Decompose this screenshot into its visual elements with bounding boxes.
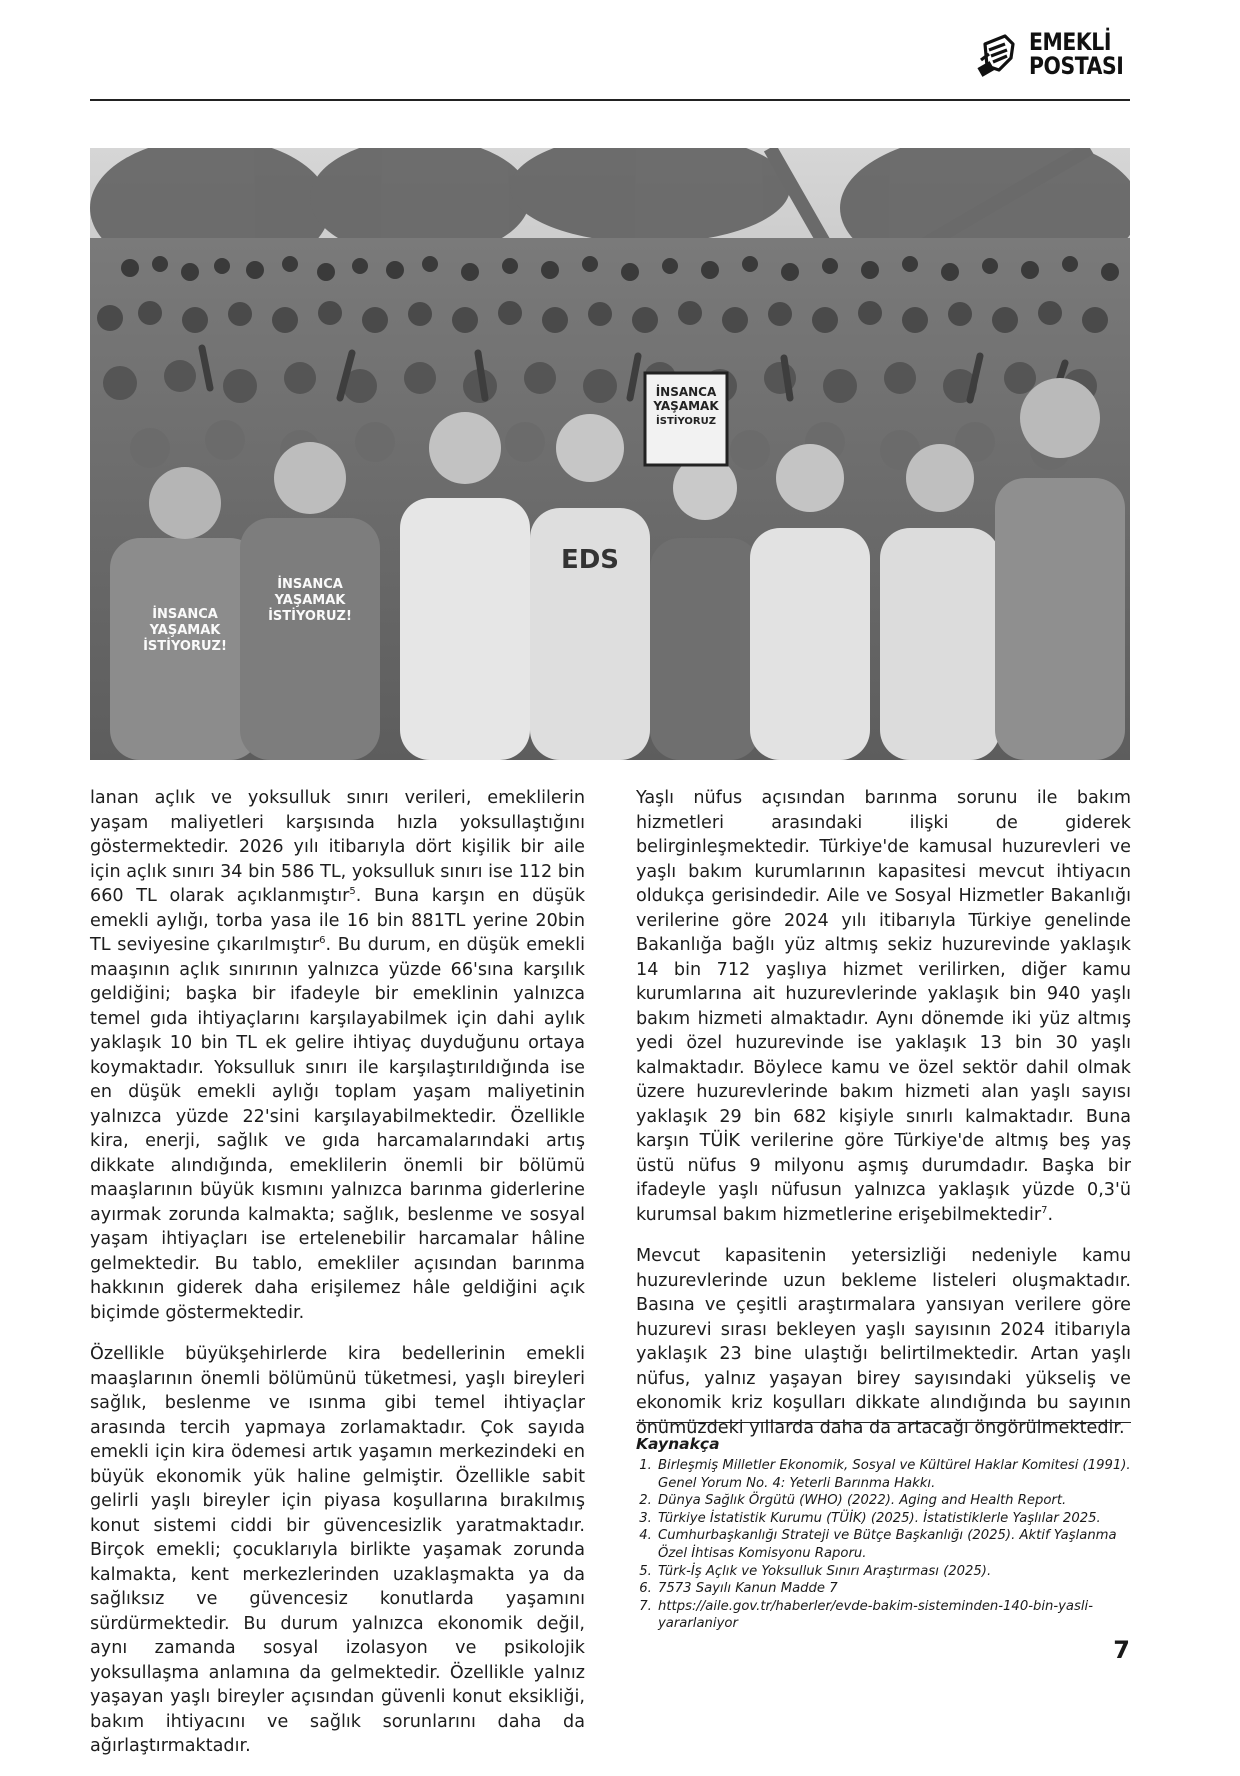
references-list <box>636 1457 1131 1633</box>
reference-item: 2. Dünya Sağlık Örgütü (WHO) (2022). Aging and Health Report. <box>656 1492 1131 1510</box>
left-paragraph-1 <box>90 786 585 1325</box>
vest-text-eds: EDS <box>560 545 620 575</box>
vest-text-left-1: İNSANCA <box>152 607 218 622</box>
reference-item: 1. Birleşmiş Milletler Ekonomik, Sosyal ve Kültürel Haklar Komitesi (1991). <box>656 1457 1131 1475</box>
reference-link[interactable]: 7. https://aile.gov.tr/haberler/evde-bakim-sisteminden-140-bin-yasli-yararlaniyor <box>656 1598 1131 1633</box>
placard-text-1: İNSANCA <box>655 385 717 399</box>
page-number: 7 <box>1113 1636 1130 1664</box>
right-column <box>636 786 1131 1457</box>
footnote-ref-7: 7 <box>1041 1204 1048 1216</box>
vest-text-center-2: YAŞAMAK <box>274 593 346 608</box>
right-p1-text-b: . <box>1047 1204 1054 1225</box>
left-p1-text-b: . Buna karşın en düşük emekli aylığı, torba yasa ile 16 bin 881TL yerine 20bin TL seviyesine çıkarılmıştır <box>90 886 586 955</box>
reference-item: 4. Cumhurbaşkanlığı Strateji ve Bütçe Başkanlığı (2025). Aktif Yaşlanma Özel İhtisas Komisyonu Raporu. <box>656 1527 1131 1562</box>
protest-photo <box>90 148 1130 760</box>
logo-line-2: POSTASI <box>1028 52 1124 80</box>
reference-item: 5. Türk-İş Açlık ve Yoksulluk Sınırı Araştırması (2025). <box>656 1563 1131 1581</box>
reference-item: 3. Türkiye İstatistik Kurumu (TÜİK) (2025). İstatistiklerle Yaşlılar 2025. <box>656 1510 1131 1528</box>
header-rule <box>90 99 1130 101</box>
left-p1-text-c: . Bu durum, en düşük emekli maaşının açlık sınırının yalnızca yüzde 66'sına karşılık geldiğini; başka bir ifadeyle bir emeklinin yalnızca temel gıda ihtiyaçlarını karşılayabilmek için dahi aylık yaklaşık 10 bin TL ek gelire ihtiyaç duyduğunu ortaya koymaktadır. Yoksulluk sınırı ile karşılaştırıldığında ise en düşük emekli aylığı toplam yaşam maliyetinin yalnızca yüzde 22'sini karşılayabilmektedir. Özellikle kira, enerji, sağlık ve gıda harcamalarındaki artış dikkate alındığında, emeklilerin önemli bir bölümü maaşlarının büyük kısmını yalnızca barınma giderlerine ayırmak zorunda kalmakta; sağlık, beslenme ve sosyal yaşam ihtiyaçları ise ertelenebilir harcamalar hâline gelmektedir. Bu tablo, emekliler açısından barınma hakkının giderek daha erişilemez hâle geldiğini açık biçimde göstermektedir. <box>90 935 586 1323</box>
publication-logo <box>975 30 1140 78</box>
raised-fist-icon <box>975 30 1023 78</box>
reference-item: Genel Yorum No. 4: Yeterli Barınma Hakkı. <box>658 1475 936 1491</box>
left-paragraph-2: Özellikle büyükşehirlerde kira bedellerinin emekli maaşlarının önemli bölümünü tüketmesi, yaşlı bireyleri sağlık, beslenme ve ısınma gibi temel ihtiyaçlar arasında tercih yapmaya zorlamaktadır. Çok sayıda emekli için kira ödemesi artık yaşamın merkezindeki en büyük ekonomik yük haline gelmiştir. Özellikle sabit gelirli yaşlı bireyler için piyasa koşullarına bırakılmış konut sistemi ciddi bir güvencesizlik yaratmaktadır. Birçok emekli; çocuklarıyla birlikte yaşamak zorunda kalmakta, kent merkezlerinden uzaklaşmakta ya da sağlıksız ve güvencesiz konutlarda yaşamını sürdürmektedir. Bu durum yalnızca ekonomik değil, aynı zamanda sosyal izolasyon ve psikolojik yoksullaşma anlamına da gelmektedir. Özellikle yalnız yaşayan yaşlı bireyler açısından güvenli konut eksikliği, bakım ihtiyacını ve sağlık sorunlarını daha da ağırlaştırmaktadır. <box>90 1344 585 1756</box>
vest-text-center-1: İNSANCA <box>277 577 343 592</box>
logo-line-1: EMEKLİ <box>1028 28 1111 56</box>
references-section <box>636 1422 1131 1633</box>
right-paragraph-2: Mevcut kapasitenin yetersizliği nedeniyle kamu huzurevlerinde uzun bekleme listeleri oluşmaktadır. Basına ve çeşitli araştırmalara yansıyan verilere göre huzurevi sırası bekleyen yaşlı sayısının 2024 itibarıyla yaklaşık 23 bine ulaştığı belirtilmektedir. Artan yaşlı nüfus, yalnız yaşayan birey sayısındaki yükseliş ve ekonomik kriz koşulları dikkate alındığında bu sayının önümüzdeki yıllarda daha da artacağı öngörülmektedir. <box>636 1246 1131 1438</box>
placard-text-2: YAŞAMAK <box>653 399 719 413</box>
vest-text-left-3: İSTİYORUZ! <box>143 639 227 654</box>
right-paragraph-1 <box>636 786 1131 1227</box>
footnote-ref-5: 5 <box>349 886 356 898</box>
left-p1-text-a: lanan açlık ve yoksulluk sınırı verileri, emeklilerin yaşam maliyetleri karşısında hızla yoksullaştığını göstermektedir. 2026 yılı itibarıyla dört kişilik bir aile için açlık sınırı 34 bin 586 TL, yoksulluk sınırı ise 112 bin 660 TL olarak açıklanmıştır <box>90 788 585 906</box>
placard-text-3: İSTİYORUZ <box>656 416 716 427</box>
footnote-ref-6: 6 <box>319 935 326 947</box>
vest-text-left-2: YAŞAMAK <box>149 623 221 638</box>
left-column <box>90 786 585 1776</box>
vest-text-center-3: İSTİYORUZ! <box>268 609 352 624</box>
reference-item: 6. 7573 Sayılı Kanun Madde 7 <box>656 1580 1131 1598</box>
right-p1-text-a: Yaşlı nüfus açısından barınma sorunu ile bakım hizmetleri arasındaki ilişki de giderek belirginleşmektedir. Türkiye'de kamusal huzurevleri ve yaşlı bakım kurumlarının kapasitesi mevcut ihtiyacın oldukça gerisindedir. Aile ve Sosyal Hizmetler Bakanlığı verilerine göre 2024 yılı itibarıyla Türkiye genelinde Bakanlığa bağlı yüz altmış sekiz huzurevinde yaklaşık 14 bin 712 yaşlıya hizmet verilirken, diğer kamu kurumlarına ait huzurevlerinde yaklaşık bin 940 yaşlı bakım hizmeti almaktadır. Aynı dönemde iki yüz altmış yedi özel huzurevinde ise yaklaşık 13 bin 30 yaşlı kalmaktadır. Böylece kamu ve özel sektör dahil olmak üzere huzurevlerinde bakım hizmeti alan yaşlı sayısı yaklaşık 29 bin 682 kişiyle sınırlı kalmaktadır. Buna karşın TÜİK verilerine göre Türkiye'de altmış beş yaş üstü nüfus 9 milyonu aşmış durumdadır. Başka bir ifadeyle yaşlı nüfusun yalnızca yaklaşık yüzde 0,3'ü kurumsal bakım hizmetlerine erişebilmektedir <box>636 788 1131 1225</box>
references-title: Kaynakça <box>636 1435 720 1453</box>
protest-photo-illustration <box>90 148 1130 760</box>
